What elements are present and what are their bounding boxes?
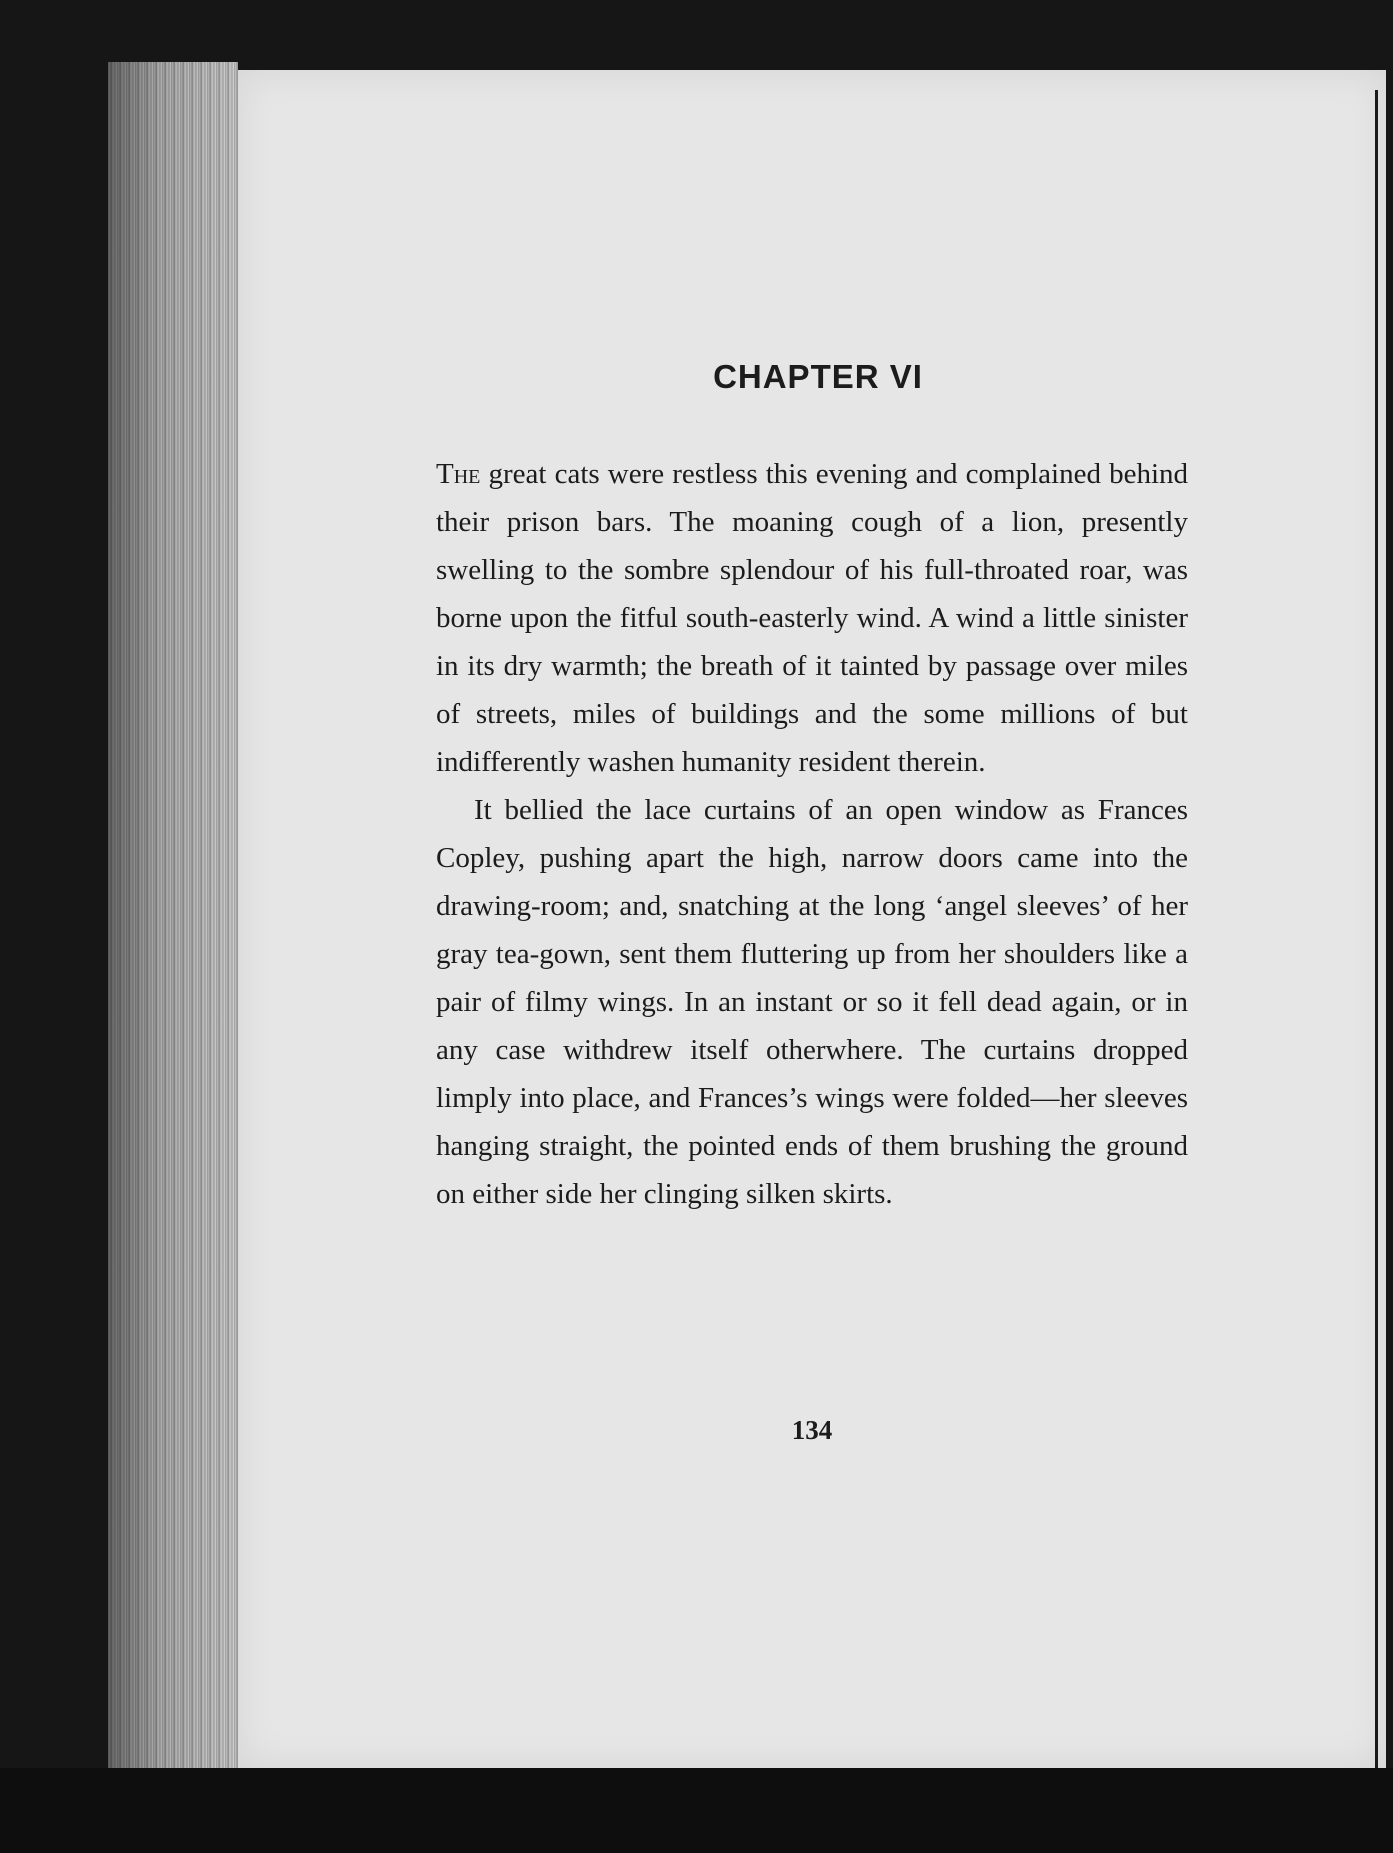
scan-bottom-border [0, 1768, 1393, 1853]
paragraph-1 [436, 450, 1188, 786]
paragraph-1-lead: The [436, 458, 481, 490]
page-right-edge [1375, 90, 1378, 1770]
chapter-body [436, 450, 1188, 1218]
paragraph-2: It bellied the lace curtains of an open window as Frances Copley, pushing apart the high, narrow doors came into the drawing-room; and, snatching at the long ‘angel sleeves’ of her gray tea-gown, sent them fluttering up from her shoulders like a pair of filmy wings. In an instant or so it fell dead again, or in any case withdrew itself otherwhere. The curtains dropped limply into place, and Frances’s wings were folded—her sleeves hanging straight, the pointed ends of them brushing the ground on either side her clinging silken skirts. [436, 794, 1188, 1210]
paragraph-1-text: great cats were restless this evening and complained behind their prison bars. The moaning cough of a lion, presently swelling to the sombre splendour of his full-throated roar, was borne upon the fitful south-easterly wind. A wind a little sinister in its dry warmth; the breath of it tainted by passage over miles of streets, miles of buildings and the some millions of but indifferently washen humanity resident therein. [436, 458, 1188, 778]
page-leaves-shadow [108, 62, 238, 1772]
chapter-heading: CHAPTER VI [713, 358, 923, 395]
page-number: 134 [791, 1415, 833, 1445]
